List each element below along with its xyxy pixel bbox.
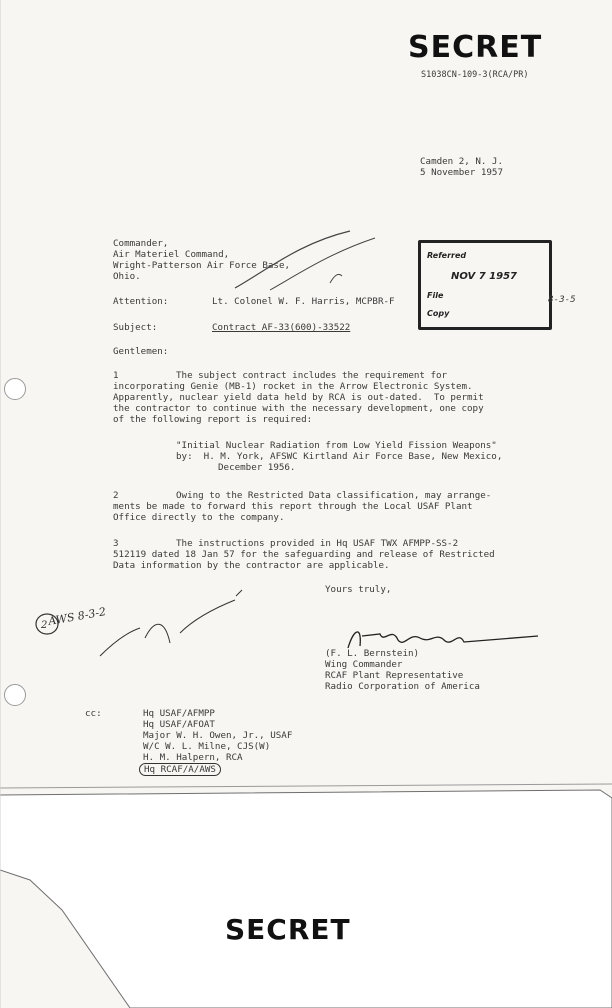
paragraph-3-line-2: 512119 dated 18 Jan 57 for the safeguarding and release of Restricted: [113, 549, 495, 560]
attention-label: Attention:: [113, 296, 169, 307]
signer-rank: Wing Commander: [325, 659, 403, 670]
address-line-1: Commander,: [113, 238, 169, 249]
paragraph-1-line-4: the contractor to continue with the necessary development, one copy: [113, 403, 484, 414]
stamp-side-note: 8-3-5: [548, 294, 576, 305]
document-reference: S1038CN-109-3(RCA/PR): [421, 70, 529, 80]
paragraph-3-number: 3: [113, 538, 119, 549]
paragraph-3-line-1: The instructions provided in Hq USAF TWX AFMPP-SS-2: [176, 538, 459, 549]
salutation: Gentlemen:: [113, 346, 169, 357]
stamp-line-3: File: [427, 291, 444, 300]
handwritten-strike: [230, 228, 380, 298]
address-line-2: Air Materiel Command,: [113, 249, 230, 260]
handwritten-annotation: [30, 588, 270, 668]
paragraph-1-line-3: Apparently, nuclear yield data held by RCA is out-dated. To permit: [113, 392, 484, 403]
cc-line-1: Hq USAF/AFMPP: [143, 708, 215, 719]
address-line-4: Ohio.: [113, 271, 141, 282]
subject-value: Contract AF-33(600)-33522: [212, 322, 351, 333]
paragraph-1-line-2: incorporating Genie (MB-1) rocket in the Arrow Electronic System.: [113, 381, 473, 392]
paragraph-1-line-1: The subject contract includes the requirement for: [176, 370, 448, 381]
svg-text:2: 2: [41, 620, 48, 631]
cc-line-3: Major W. H. Owen, Jr., USAF: [143, 730, 293, 741]
cc-line-2: Hq USAF/AFOAT: [143, 719, 215, 730]
signer-title: RCAF Plant Representative: [325, 670, 464, 681]
signer-name: (F. L. Bernstein): [325, 648, 420, 659]
classification-bottom: SECRET: [225, 913, 351, 946]
paragraph-2-line-3: Office directly to the company.: [113, 512, 285, 523]
paragraph-2-number: 2: [113, 490, 119, 501]
cc-line-4: W/C W. L. Milne, CJS(W): [143, 741, 271, 752]
attention-value: Lt. Colonel W. F. Harris, MCPBR-F: [212, 296, 395, 307]
paragraph-2-line-2: ments be made to forward this report through the Local USAF Plant: [113, 501, 473, 512]
report-line-3: December 1956.: [218, 462, 296, 473]
punch-hole-bottom: [4, 684, 26, 706]
closing: Yours truly,: [325, 584, 392, 595]
report-line-1: "Initial Nuclear Radiation from Low Yield Fission Weapons": [176, 440, 497, 451]
punch-hole-top: [4, 378, 26, 400]
paragraph-2-line-1: Owing to the Restricted Data classification, may arrange-: [176, 490, 492, 501]
paragraph-1-number: 1: [113, 370, 119, 381]
stamp-line-4: Copy: [427, 309, 450, 318]
cc-line-6: Hq RCAF/A/AWS: [139, 763, 221, 776]
paragraph-3-line-3: Data information by the contractor are applicable.: [113, 560, 390, 571]
address-line-3: Wright-Patterson Air Force Base,: [113, 260, 291, 271]
stamp-line-2: NOV 7 1957: [451, 271, 518, 282]
place: Camden 2, N. J.: [420, 156, 503, 167]
signer-organization: Radio Corporation of America: [325, 681, 480, 692]
cc-line-5: H. M. Halpern, RCA: [143, 752, 243, 763]
classification-top: SECRET: [408, 30, 543, 65]
letter-date: 5 November 1957: [420, 167, 503, 178]
subject-label: Subject:: [113, 322, 158, 333]
stamp-line-1: Referred: [427, 251, 467, 260]
paragraph-1-line-5: of the following report is required:: [113, 414, 313, 425]
cc-label: cc:: [85, 708, 102, 719]
handwritten-file-reference: AWS 8-3-2: [47, 605, 107, 628]
report-line-2: by: H. M. York, AFSWC Kirtland Air Force Base, New Mexico,: [176, 451, 503, 462]
received-stamp: [418, 240, 552, 330]
